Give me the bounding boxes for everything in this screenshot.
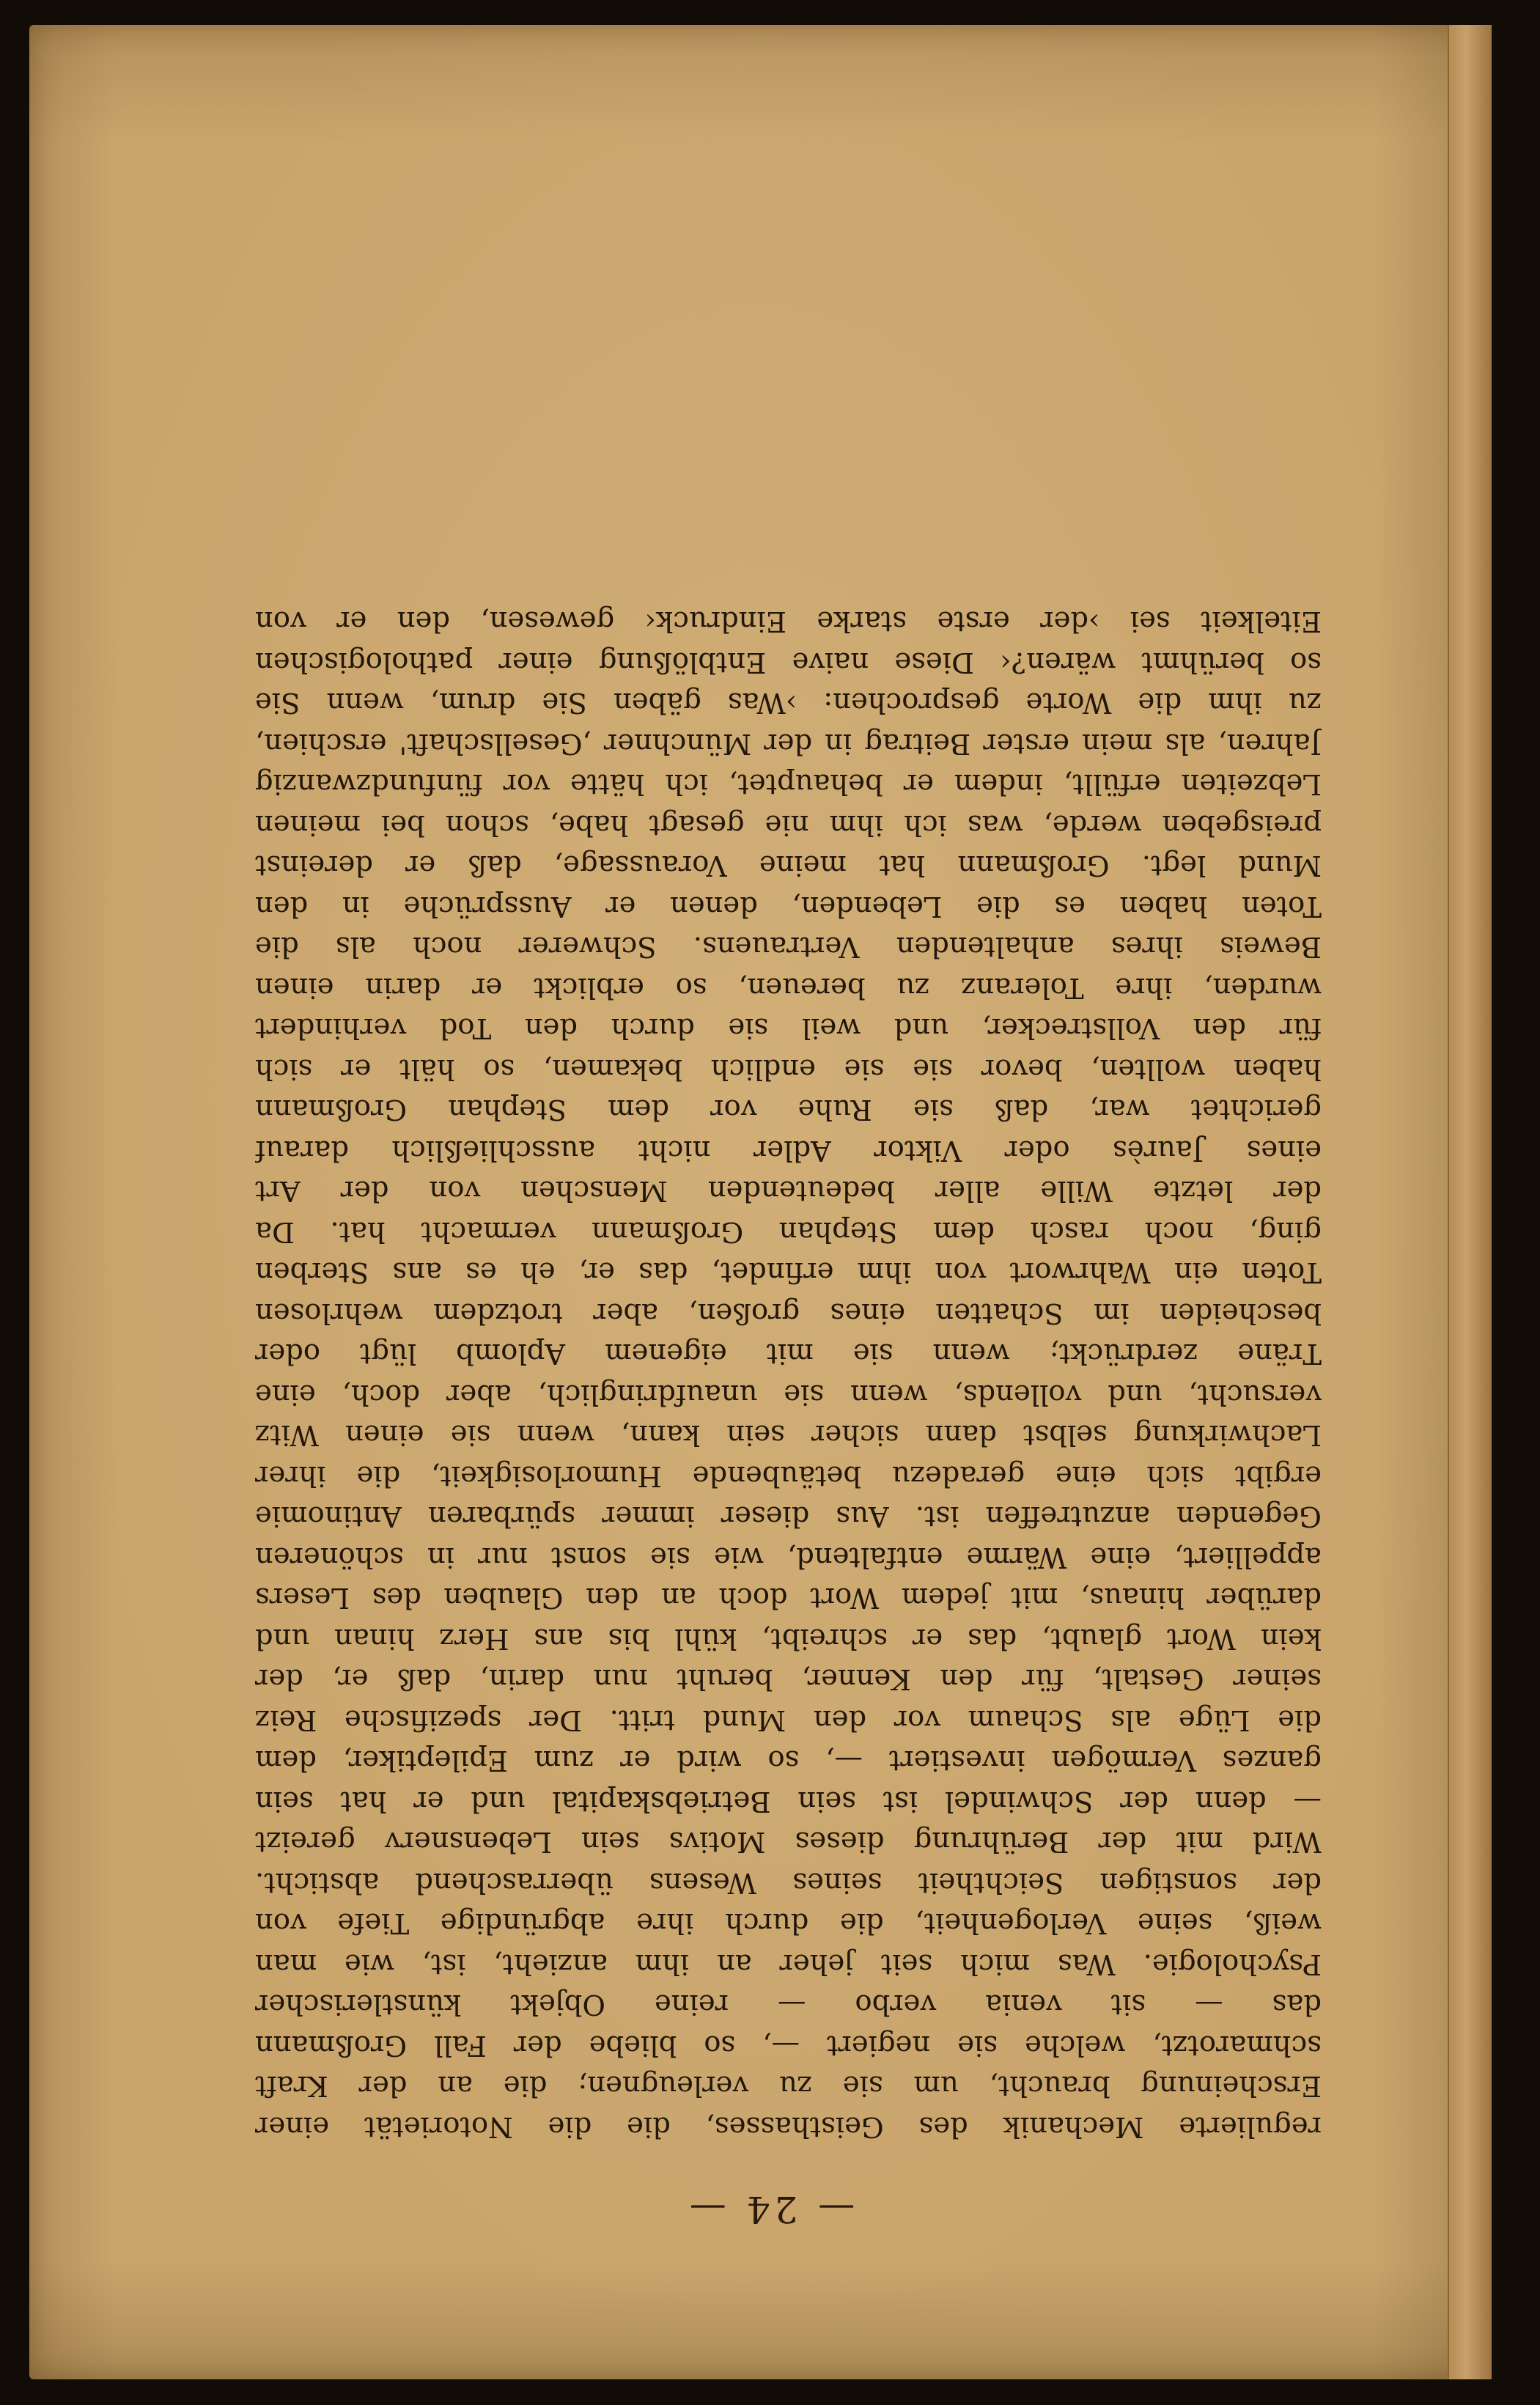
text-line: der sonstigen Seichtheit seines Wesens überraschend absticht. [255,1866,1322,1899]
text-line: darüber hinaus, mit jedem Wort doch an den Glauben des Lesers [255,1581,1322,1615]
text-line: Mund legt. Großmann hat meine Voraussage, daß er dereinst [255,849,1322,883]
text-line: appelliert, eine Wärme entfaltend, wie sie sonst nur in schöneren [255,1541,1322,1574]
text-line: die Lüge als Schaum vor den Mund tritt. Der spezifische Reiz [255,1704,1322,1736]
text-line: Lebzeiten erfüllt, indem er behauptet, ich hätte vor fünfundzwanzig [255,767,1322,801]
text-line: Lachwirkung selbst dann sicher sein kann, wenn sie einen Witz [255,1418,1322,1452]
text-line: so berühmt wären?‹ Diese naive Entblößung einer pathologischen [255,646,1322,679]
text-line: für den Vollstrecker, und weil sie durch den Tod verhindert [255,1012,1322,1045]
text-line: Jahren, als mein erster Beitrag in der Münchner ‚Gesellschaft' erschien, [255,727,1322,760]
page-number: — 24 — [685,2188,855,2231]
text-line: ging, noch rasch dem Stephan Großmann vermacht hat. Da [255,1215,1322,1248]
text-line: ergibt sich eine geradezu betäubende Humorlosigkeit, die ihrer [255,1459,1322,1492]
text-line: gerichtet war, daß sie Ruhe vor dem Stephan Großmann [255,1093,1322,1127]
text-line: wurden, ihre Toleranz zu bereuen, so erblickt er darin einen [255,971,1322,1004]
text-line: Erscheinung braucht, um sie zu verleugnen; die an der Kraft [255,2069,1322,2103]
text-line: Träne zerdrückt; wenn sie mit eigenem Aplomb lügt oder [255,1337,1322,1371]
text-line: Gegenden anzutreffen ist. Aus dieser immer spürbaren Antinomie [255,1500,1322,1533]
text-line: Eitelkeit sei ›der erste starke Eindruck‹ gewesen, den er von [255,605,1322,638]
text-line: preisgeben werde, was ich ihm nie gesagt habe, schon bei meinen [255,809,1322,841]
text-line: regulierte Mechanik des Geisthasses, die die Notorietät einer [255,2110,1322,2143]
text-line: versucht, und vollends, wenn sie unaufdringlich, aber doch, eine [255,1378,1322,1411]
text-line: der letzte Wille aller bedeutenden Menschen von der Art [255,1174,1322,1208]
text-line: Beweis ihres anhaltenden Vertrauens. Schwerer noch als die [255,930,1322,964]
body-text [255,601,1322,2147]
text-line: weiß, seine Verlogenheit, die durch ihre abgründige Tiefe von [255,1907,1322,1940]
text-line: bescheiden im Schatten eines großen, aber trotzdem wehrlosen [255,1297,1322,1330]
text-line: schmarotzt, welche sie negiert —, so bliebe der Fall Großmann [255,2029,1322,2062]
text-line: zu ihm die Worte gesprochen: ›Was gäben Sie drum, wenn Sie [255,686,1322,720]
text-line: ganzes Vermögen investiert —, so wird er zum Epileptiker, dem [255,1744,1322,1778]
text-line: Toten ein Wahrwort von ihm erfindet, das er, eh es ans Sterben [255,1256,1322,1289]
text-line: das — sit venia verbo — reine Objekt künstlerischer [255,1988,1322,2022]
text-line: seiner Gestalt, für den Kenner, beruht nun darin, daß er, der [255,1662,1322,1696]
text-line: Wird mit der Berührung dieses Motivs sein Lebensnerv gereizt [255,1825,1322,1859]
text-line: — denn der Schwindel ist sein Betriebskapital und er hat sein [255,1785,1322,1818]
text-line: kein Wort glaubt, das er schreibt, kühl bis ans Herz hinan und [255,1622,1322,1655]
text-line: eines Jaurès oder Viktor Adler nicht ausschließlich darauf [255,1134,1322,1167]
text-line: Toten haben es die Lebenden, denen er Aussprüche in den [255,890,1322,923]
text-line: Psychologie. Was mich seit jeher an ihm anzieht, ist, wie man [255,1948,1322,1981]
text-line: haben wollten, bevor sie sie endlich bekamen, so hält er sich [255,1053,1322,1086]
